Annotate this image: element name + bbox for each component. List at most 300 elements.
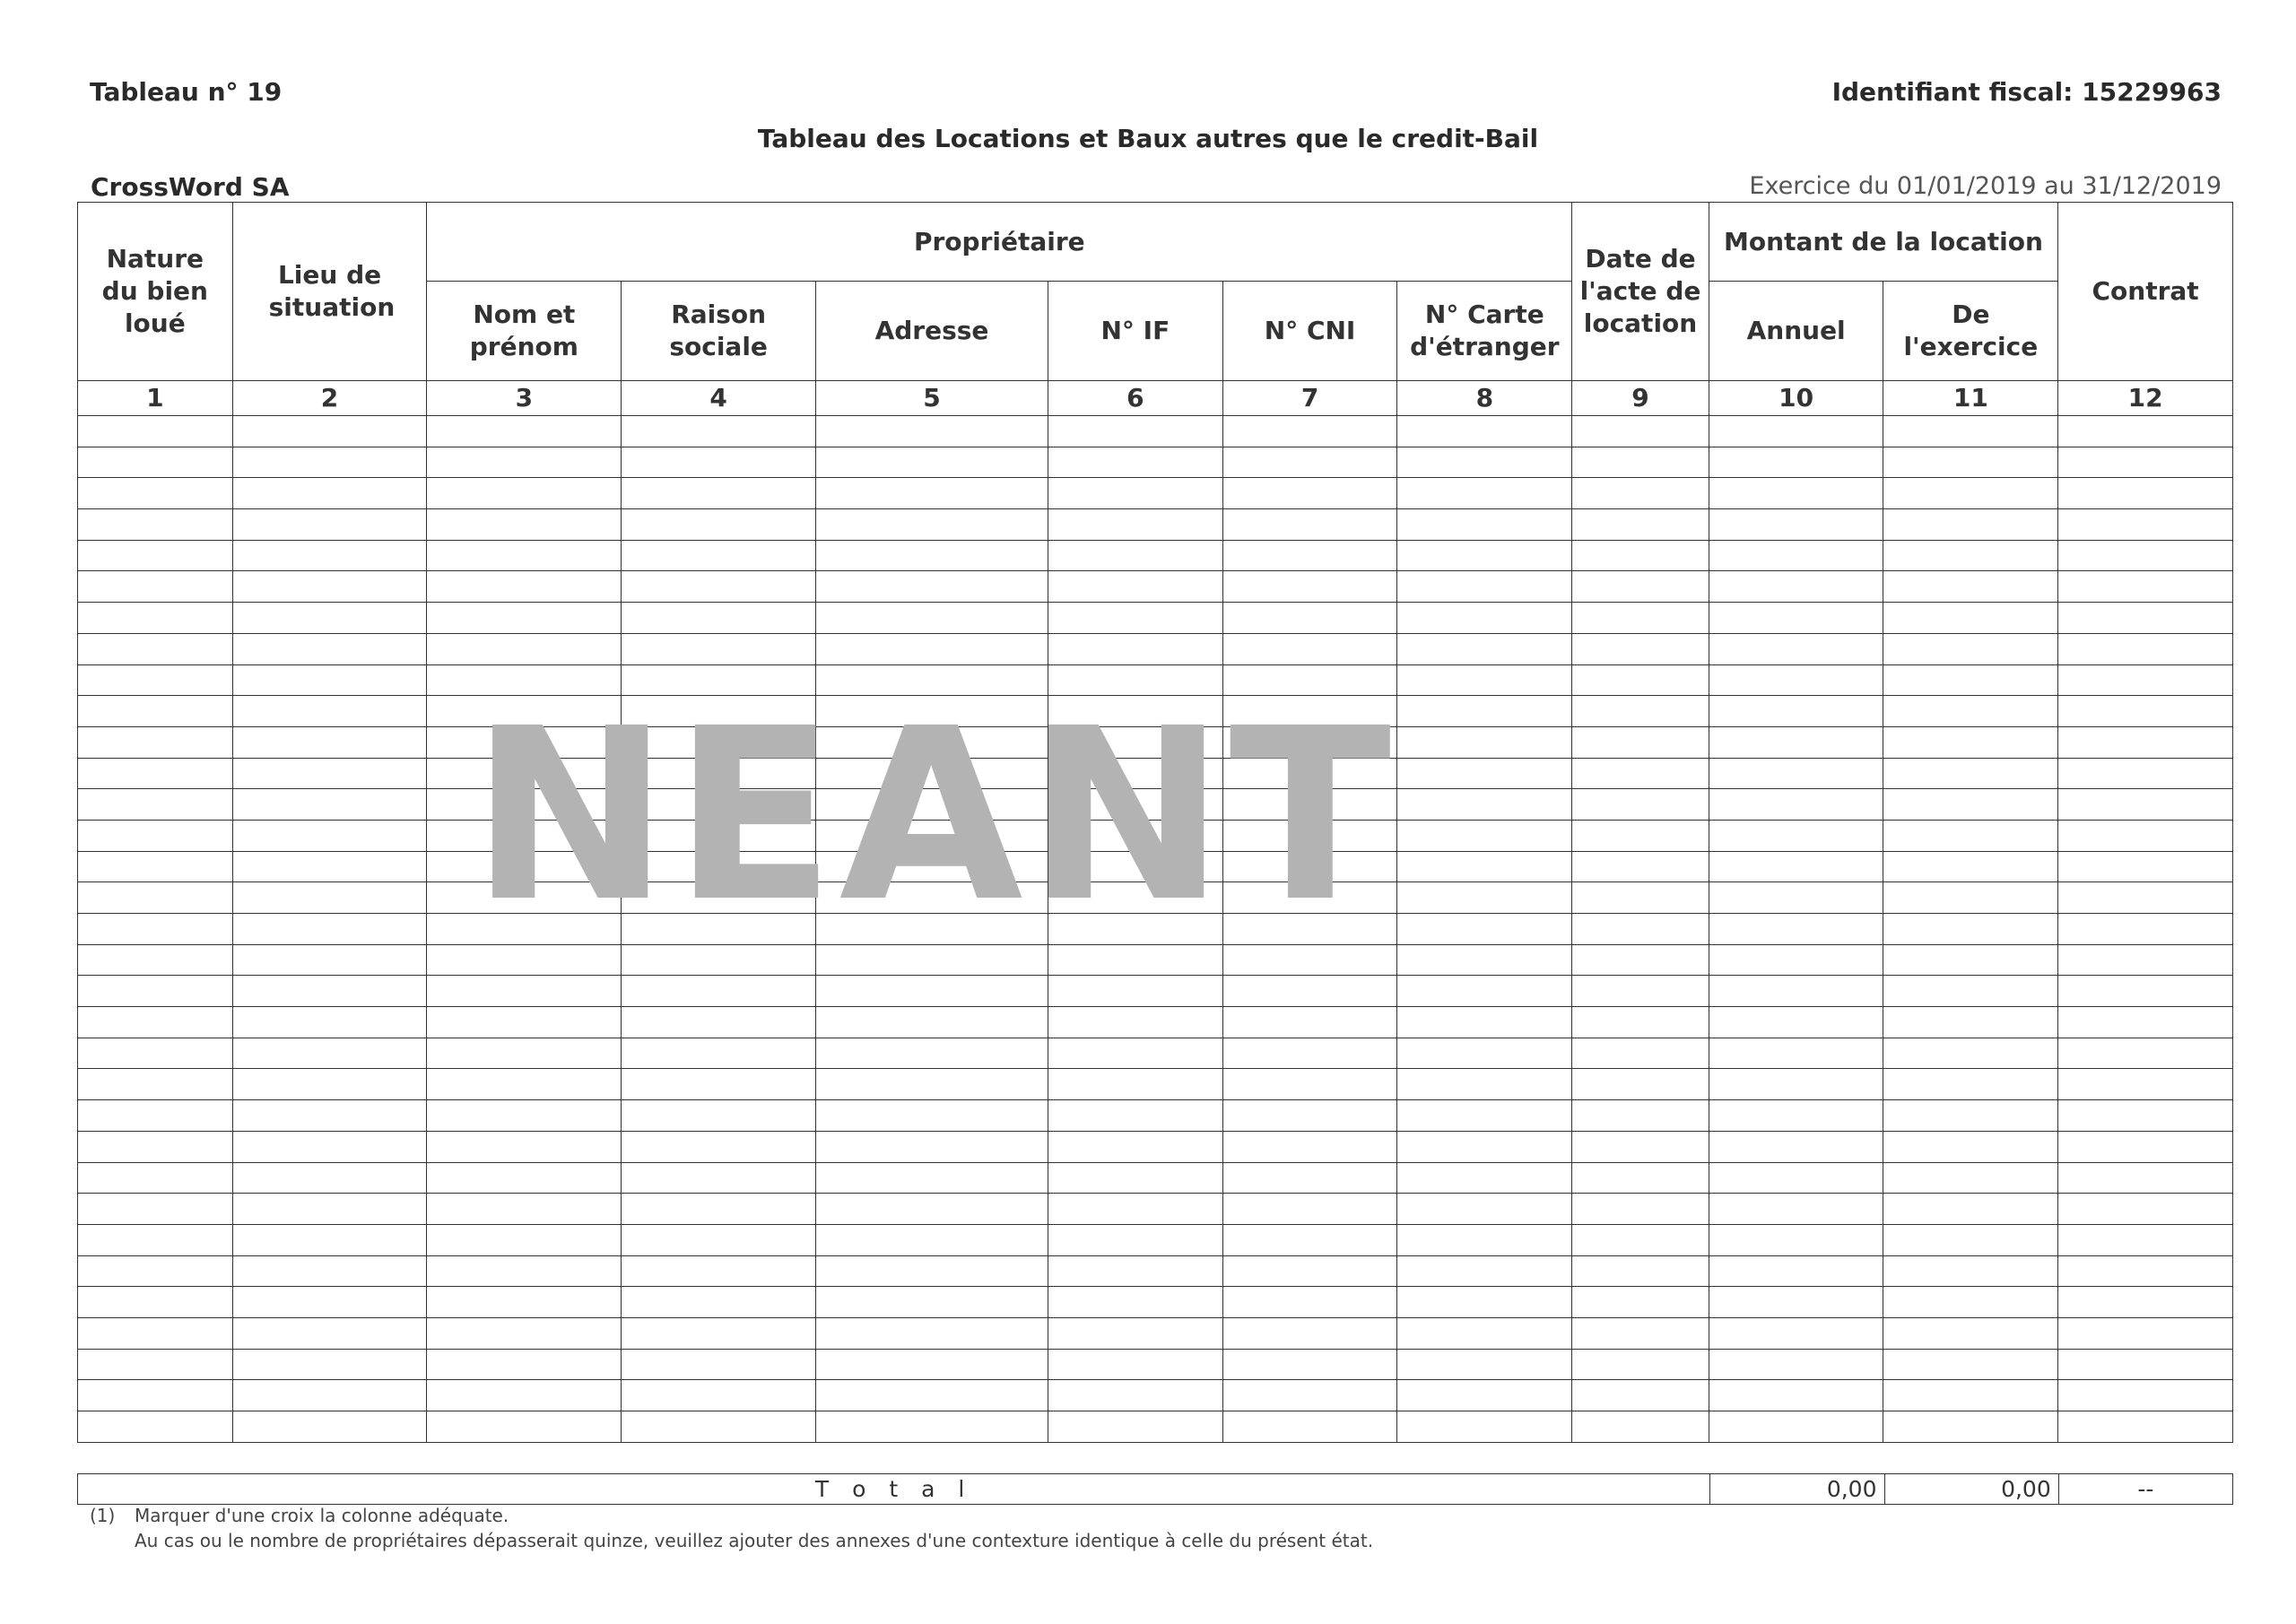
footnote-1 bbox=[90, 1505, 509, 1526]
table-cell bbox=[1883, 1069, 2058, 1100]
table-cell bbox=[232, 1255, 427, 1287]
table-cell bbox=[1397, 1287, 1572, 1318]
total-annuel: 0,00 bbox=[1710, 1474, 1884, 1505]
total-table bbox=[77, 1473, 2233, 1505]
table-cell bbox=[232, 478, 427, 509]
table-cell bbox=[1397, 1349, 1572, 1380]
table-cell bbox=[1572, 603, 1709, 634]
table-cell bbox=[622, 1317, 816, 1349]
table-row bbox=[78, 1069, 2233, 1100]
table-cell bbox=[1709, 1380, 1883, 1411]
table-cell bbox=[816, 416, 1048, 447]
table-cell bbox=[1883, 571, 2058, 603]
table-cell bbox=[232, 976, 427, 1007]
table-cell bbox=[1222, 447, 1397, 478]
table-cell bbox=[1048, 1131, 1222, 1162]
table-cell bbox=[232, 1131, 427, 1162]
table-cell bbox=[816, 1038, 1048, 1069]
table-cell bbox=[427, 1255, 622, 1287]
table-cell bbox=[1397, 571, 1572, 603]
table-cell bbox=[1048, 1100, 1222, 1132]
table-cell bbox=[622, 1194, 816, 1225]
table-cell bbox=[427, 509, 622, 541]
table-cell bbox=[622, 1380, 816, 1411]
table-cell bbox=[1883, 1162, 2058, 1194]
table-cell bbox=[1397, 447, 1572, 478]
total-row bbox=[78, 1474, 2233, 1505]
table-cell bbox=[622, 1100, 816, 1132]
table-cell bbox=[2058, 1131, 2233, 1162]
table-cell bbox=[78, 1287, 233, 1318]
table-cell bbox=[1048, 478, 1222, 509]
table-cell bbox=[1883, 1287, 2058, 1318]
table-cell bbox=[1572, 1038, 1709, 1069]
table-cell bbox=[622, 1162, 816, 1194]
table-cell bbox=[1397, 1100, 1572, 1132]
table-cell bbox=[816, 1194, 1048, 1225]
table-cell bbox=[1883, 1411, 2058, 1443]
table-row bbox=[78, 1411, 2233, 1443]
table-cell bbox=[1883, 633, 2058, 664]
table-cell bbox=[1397, 1007, 1572, 1038]
table-cell bbox=[816, 1255, 1048, 1287]
table-cell bbox=[1709, 540, 1883, 571]
table-cell bbox=[1883, 696, 2058, 727]
table-cell bbox=[1222, 976, 1397, 1007]
table-cell bbox=[78, 1411, 233, 1443]
table-cell bbox=[2058, 447, 2233, 478]
table-cell bbox=[78, 509, 233, 541]
table-cell bbox=[1222, 1038, 1397, 1069]
table-cell bbox=[1222, 1100, 1397, 1132]
table-cell bbox=[1709, 509, 1883, 541]
table-cell bbox=[816, 1349, 1048, 1380]
column-number: 6 bbox=[1048, 381, 1222, 416]
table-cell bbox=[1222, 1194, 1397, 1225]
table-cell bbox=[1572, 1069, 1709, 1100]
table-row bbox=[78, 1038, 2233, 1069]
table-cell bbox=[1883, 758, 2058, 789]
table-cell bbox=[232, 1317, 427, 1349]
table-row bbox=[78, 1255, 2233, 1287]
table-row bbox=[78, 1162, 2233, 1194]
table-cell bbox=[78, 1131, 233, 1162]
table-cell bbox=[622, 416, 816, 447]
header-montant-group: Montant de la location bbox=[1709, 203, 2057, 282]
table-cell bbox=[2058, 758, 2233, 789]
table-row bbox=[78, 509, 2233, 541]
table-cell bbox=[1709, 1007, 1883, 1038]
table-cell bbox=[622, 1287, 816, 1318]
table-cell bbox=[78, 1380, 233, 1411]
table-cell bbox=[427, 1007, 622, 1038]
header-exercice: De l'exercice bbox=[1883, 282, 2058, 381]
company-name: CrossWord SA bbox=[91, 172, 290, 202]
column-number: 12 bbox=[2058, 381, 2233, 416]
table-cell bbox=[78, 1162, 233, 1194]
table-cell bbox=[2058, 789, 2233, 821]
header-if: N° IF bbox=[1048, 282, 1222, 381]
table-cell bbox=[2058, 416, 2233, 447]
table-cell bbox=[1709, 603, 1883, 634]
table-cell bbox=[2058, 914, 2233, 945]
table-cell bbox=[1397, 540, 1572, 571]
table-cell bbox=[1883, 914, 2058, 945]
table-cell bbox=[1048, 1317, 1222, 1349]
header-date-acte: Date de l'acte de location bbox=[1572, 203, 1709, 381]
table-cell bbox=[1883, 1100, 2058, 1132]
table-cell bbox=[427, 1131, 622, 1162]
table-cell bbox=[622, 540, 816, 571]
table-cell bbox=[427, 1380, 622, 1411]
table-cell bbox=[1397, 1317, 1572, 1349]
table-cell bbox=[1572, 1162, 1709, 1194]
table-cell bbox=[78, 478, 233, 509]
table-cell bbox=[1883, 976, 2058, 1007]
table-cell bbox=[1709, 1100, 1883, 1132]
document-title: Tableau des Locations et Baux autres que le credit-Bail bbox=[757, 124, 1539, 153]
table-cell bbox=[1709, 1069, 1883, 1100]
table-cell bbox=[816, 1224, 1048, 1255]
table-cell bbox=[622, 976, 816, 1007]
table-cell bbox=[1883, 1224, 2058, 1255]
table-row bbox=[78, 1100, 2233, 1132]
table-cell bbox=[1883, 1317, 2058, 1349]
table-cell bbox=[816, 976, 1048, 1007]
table-cell bbox=[1222, 1224, 1397, 1255]
table-row bbox=[78, 478, 2233, 509]
table-cell bbox=[1222, 1069, 1397, 1100]
table-cell bbox=[1883, 1038, 2058, 1069]
table-cell bbox=[427, 416, 622, 447]
table-cell bbox=[78, 976, 233, 1007]
table-cell bbox=[1709, 1038, 1883, 1069]
table-row bbox=[78, 1131, 2233, 1162]
table-cell bbox=[78, 633, 233, 664]
table-cell bbox=[1709, 1224, 1883, 1255]
table-cell bbox=[1883, 1194, 2058, 1225]
table-cell bbox=[1048, 1069, 1222, 1100]
table-cell bbox=[1048, 976, 1222, 1007]
table-cell bbox=[427, 1194, 622, 1225]
table-cell bbox=[1397, 1380, 1572, 1411]
table-cell bbox=[427, 1224, 622, 1255]
table-cell bbox=[78, 540, 233, 571]
table-cell bbox=[1048, 1224, 1222, 1255]
table-cell bbox=[2058, 1255, 2233, 1287]
table-cell bbox=[78, 416, 233, 447]
table-cell bbox=[1709, 1162, 1883, 1194]
table-cell bbox=[1397, 416, 1572, 447]
table-cell bbox=[78, 603, 233, 634]
table-cell bbox=[1222, 1317, 1397, 1349]
table-cell bbox=[1709, 1287, 1883, 1318]
table-row bbox=[78, 416, 2233, 447]
column-number: 1 bbox=[78, 381, 233, 416]
table-cell bbox=[2058, 509, 2233, 541]
table-cell bbox=[816, 1069, 1048, 1100]
table-cell bbox=[2058, 1069, 2233, 1100]
table-cell bbox=[78, 1224, 233, 1255]
table-cell bbox=[1048, 1007, 1222, 1038]
table-cell bbox=[232, 1349, 427, 1380]
table-cell bbox=[78, 1007, 233, 1038]
table-row bbox=[78, 633, 2233, 664]
table-cell bbox=[427, 633, 622, 664]
table-cell bbox=[78, 571, 233, 603]
header-proprietaire-group: Propriétaire bbox=[427, 203, 1572, 282]
table-cell bbox=[1222, 1131, 1397, 1162]
header-carte: N° Carte d'étranger bbox=[1397, 282, 1572, 381]
table-cell bbox=[816, 1100, 1048, 1132]
table-cell bbox=[1709, 1317, 1883, 1349]
table-cell bbox=[1222, 416, 1397, 447]
table-cell bbox=[1222, 1162, 1397, 1194]
table-cell bbox=[2058, 696, 2233, 727]
table-cell bbox=[1048, 1380, 1222, 1411]
table-cell bbox=[816, 1287, 1048, 1318]
table-cell bbox=[1397, 1194, 1572, 1225]
table-cell bbox=[232, 1411, 427, 1443]
table-cell bbox=[2058, 882, 2233, 914]
table-cell bbox=[427, 571, 622, 603]
table-cell bbox=[816, 1411, 1048, 1443]
table-row bbox=[78, 1349, 2233, 1380]
table-cell bbox=[1222, 571, 1397, 603]
column-number: 10 bbox=[1709, 381, 1883, 416]
table-cell bbox=[1883, 447, 2058, 478]
table-cell bbox=[78, 1349, 233, 1380]
table-cell bbox=[427, 1100, 622, 1132]
table-cell bbox=[1572, 447, 1709, 478]
table-row bbox=[78, 447, 2233, 478]
column-number: 3 bbox=[427, 381, 622, 416]
column-number: 2 bbox=[232, 381, 427, 416]
table-cell bbox=[1572, 509, 1709, 541]
table-row bbox=[78, 1380, 2233, 1411]
table-cell bbox=[1397, 1224, 1572, 1255]
table-cell bbox=[1397, 1255, 1572, 1287]
table-cell bbox=[1397, 1411, 1572, 1443]
table-cell bbox=[78, 447, 233, 478]
table-cell bbox=[78, 1100, 233, 1132]
table-cell bbox=[427, 447, 622, 478]
table-cell bbox=[1883, 416, 2058, 447]
footnote-2: Au cas ou le nombre de propriétaires dépasserait quinze, veuillez ajouter des annexes d'une contexture identique à celle du présent état. bbox=[135, 1530, 1374, 1551]
table-cell bbox=[1572, 1100, 1709, 1132]
table-cell bbox=[622, 1131, 816, 1162]
table-cell bbox=[232, 1287, 427, 1318]
table-cell bbox=[1572, 1007, 1709, 1038]
table-cell bbox=[1222, 603, 1397, 634]
header-lieu: Lieu de situation bbox=[232, 203, 427, 381]
table-cell bbox=[427, 1317, 622, 1349]
table-cell bbox=[1397, 603, 1572, 634]
header-cni: N° CNI bbox=[1222, 282, 1397, 381]
table-cell bbox=[1397, 1162, 1572, 1194]
table-cell bbox=[2058, 1287, 2233, 1318]
table-cell bbox=[1048, 633, 1222, 664]
table-cell bbox=[1883, 1131, 2058, 1162]
table-cell bbox=[427, 603, 622, 634]
column-number: 4 bbox=[622, 381, 816, 416]
table-cell bbox=[1048, 571, 1222, 603]
table-cell bbox=[427, 1287, 622, 1318]
table-cell bbox=[232, 416, 427, 447]
table-cell bbox=[816, 1380, 1048, 1411]
table-cell bbox=[1572, 416, 1709, 447]
table-cell bbox=[2058, 820, 2233, 851]
total-exercice: 0,00 bbox=[1884, 1474, 2058, 1505]
table-cell bbox=[1709, 478, 1883, 509]
table-cell bbox=[232, 540, 427, 571]
table-cell bbox=[78, 1255, 233, 1287]
table-cell bbox=[2058, 1100, 2233, 1132]
header-adresse: Adresse bbox=[816, 282, 1048, 381]
table-cell bbox=[1397, 509, 1572, 541]
table-cell bbox=[2058, 1380, 2233, 1411]
table-cell bbox=[2058, 726, 2233, 758]
table-cell bbox=[1883, 851, 2058, 882]
table-cell bbox=[1222, 478, 1397, 509]
table-cell bbox=[1572, 1349, 1709, 1380]
table-cell bbox=[1572, 1411, 1709, 1443]
total-label: T o t a l bbox=[78, 1474, 1710, 1505]
table-cell bbox=[1397, 633, 1572, 664]
table-cell bbox=[2058, 633, 2233, 664]
table-cell bbox=[816, 509, 1048, 541]
column-number: 8 bbox=[1397, 381, 1572, 416]
table-cell bbox=[622, 1224, 816, 1255]
table-cell bbox=[232, 1162, 427, 1194]
header-raison: Raison sociale bbox=[622, 282, 816, 381]
table-cell bbox=[1572, 1380, 1709, 1411]
table-cell bbox=[816, 603, 1048, 634]
table-cell bbox=[232, 603, 427, 634]
table-cell bbox=[1883, 726, 2058, 758]
table-cell bbox=[2058, 603, 2233, 634]
table-cell bbox=[2058, 851, 2233, 882]
table-row bbox=[78, 1224, 2233, 1255]
table-cell bbox=[1048, 1038, 1222, 1069]
table-row bbox=[78, 540, 2233, 571]
table-row bbox=[78, 1007, 2233, 1038]
table-cell bbox=[1397, 1038, 1572, 1069]
table-cell bbox=[2058, 1007, 2233, 1038]
table-cell bbox=[427, 1038, 622, 1069]
table-cell bbox=[1572, 571, 1709, 603]
table-cell bbox=[1709, 633, 1883, 664]
table-cell bbox=[232, 1069, 427, 1100]
table-cell bbox=[816, 1317, 1048, 1349]
column-number: 9 bbox=[1572, 381, 1709, 416]
table-cell bbox=[1048, 1411, 1222, 1443]
table-cell bbox=[1048, 416, 1222, 447]
table-cell bbox=[622, 478, 816, 509]
table-cell bbox=[1883, 820, 2058, 851]
table-cell bbox=[1572, 1131, 1709, 1162]
table-cell bbox=[816, 447, 1048, 478]
table-cell bbox=[2058, 976, 2233, 1007]
table-cell bbox=[816, 1131, 1048, 1162]
header-nature: Nature du bien loué bbox=[78, 203, 233, 381]
table-cell bbox=[2058, 1038, 2233, 1069]
total-contrat: -- bbox=[2058, 1474, 2232, 1505]
table-cell bbox=[1048, 1349, 1222, 1380]
table-cell bbox=[1222, 1380, 1397, 1411]
table-cell bbox=[1222, 1007, 1397, 1038]
table-cell bbox=[232, 1380, 427, 1411]
table-cell bbox=[1048, 509, 1222, 541]
table-cell bbox=[427, 1349, 622, 1380]
table-cell bbox=[78, 1317, 233, 1349]
column-number: 5 bbox=[816, 381, 1048, 416]
table-cell bbox=[1048, 1162, 1222, 1194]
table-cell bbox=[232, 1038, 427, 1069]
table-cell bbox=[1048, 1255, 1222, 1287]
table-cell bbox=[78, 1069, 233, 1100]
table-cell bbox=[1883, 540, 2058, 571]
header-annuel: Annuel bbox=[1709, 282, 1883, 381]
table-cell bbox=[1709, 1255, 1883, 1287]
table-cell bbox=[2058, 1349, 2233, 1380]
table-row bbox=[78, 1194, 2233, 1225]
table-cell bbox=[1222, 1255, 1397, 1287]
table-cell bbox=[2058, 1162, 2233, 1194]
table-cell bbox=[1572, 1317, 1709, 1349]
table-cell bbox=[1883, 1255, 2058, 1287]
table-cell bbox=[232, 1224, 427, 1255]
table-cell bbox=[1709, 1411, 1883, 1443]
table-cell bbox=[232, 571, 427, 603]
table-cell bbox=[427, 1069, 622, 1100]
table-cell bbox=[1222, 540, 1397, 571]
table-row bbox=[78, 571, 2233, 603]
footnote-mark: (1) bbox=[90, 1505, 116, 1526]
table-row bbox=[78, 976, 2233, 1007]
table-cell bbox=[1883, 603, 2058, 634]
table-cell bbox=[2058, 571, 2233, 603]
table-cell bbox=[1883, 664, 2058, 696]
table-cell bbox=[1709, 1194, 1883, 1225]
table-cell bbox=[2058, 1317, 2233, 1349]
table-cell bbox=[1709, 416, 1883, 447]
table-cell bbox=[1883, 944, 2058, 976]
table-row bbox=[78, 603, 2233, 634]
table-row bbox=[78, 1287, 2233, 1318]
header-contrat: Contrat bbox=[2058, 203, 2233, 381]
column-number: 7 bbox=[1222, 381, 1397, 416]
table-cell bbox=[232, 1100, 427, 1132]
table-cell bbox=[1709, 1131, 1883, 1162]
table-cell bbox=[1048, 1194, 1222, 1225]
table-cell bbox=[1048, 540, 1222, 571]
table-cell bbox=[622, 509, 816, 541]
table-cell bbox=[816, 478, 1048, 509]
table-cell bbox=[232, 633, 427, 664]
table-cell bbox=[2058, 664, 2233, 696]
table-cell bbox=[816, 571, 1048, 603]
table-cell bbox=[2058, 1411, 2233, 1443]
table-cell bbox=[2058, 1224, 2233, 1255]
table-cell bbox=[2058, 540, 2233, 571]
table-cell bbox=[2058, 478, 2233, 509]
table-cell bbox=[1709, 447, 1883, 478]
table-cell bbox=[232, 509, 427, 541]
table-cell bbox=[2058, 1194, 2233, 1225]
table-cell bbox=[1883, 1007, 2058, 1038]
table-cell bbox=[1709, 976, 1883, 1007]
